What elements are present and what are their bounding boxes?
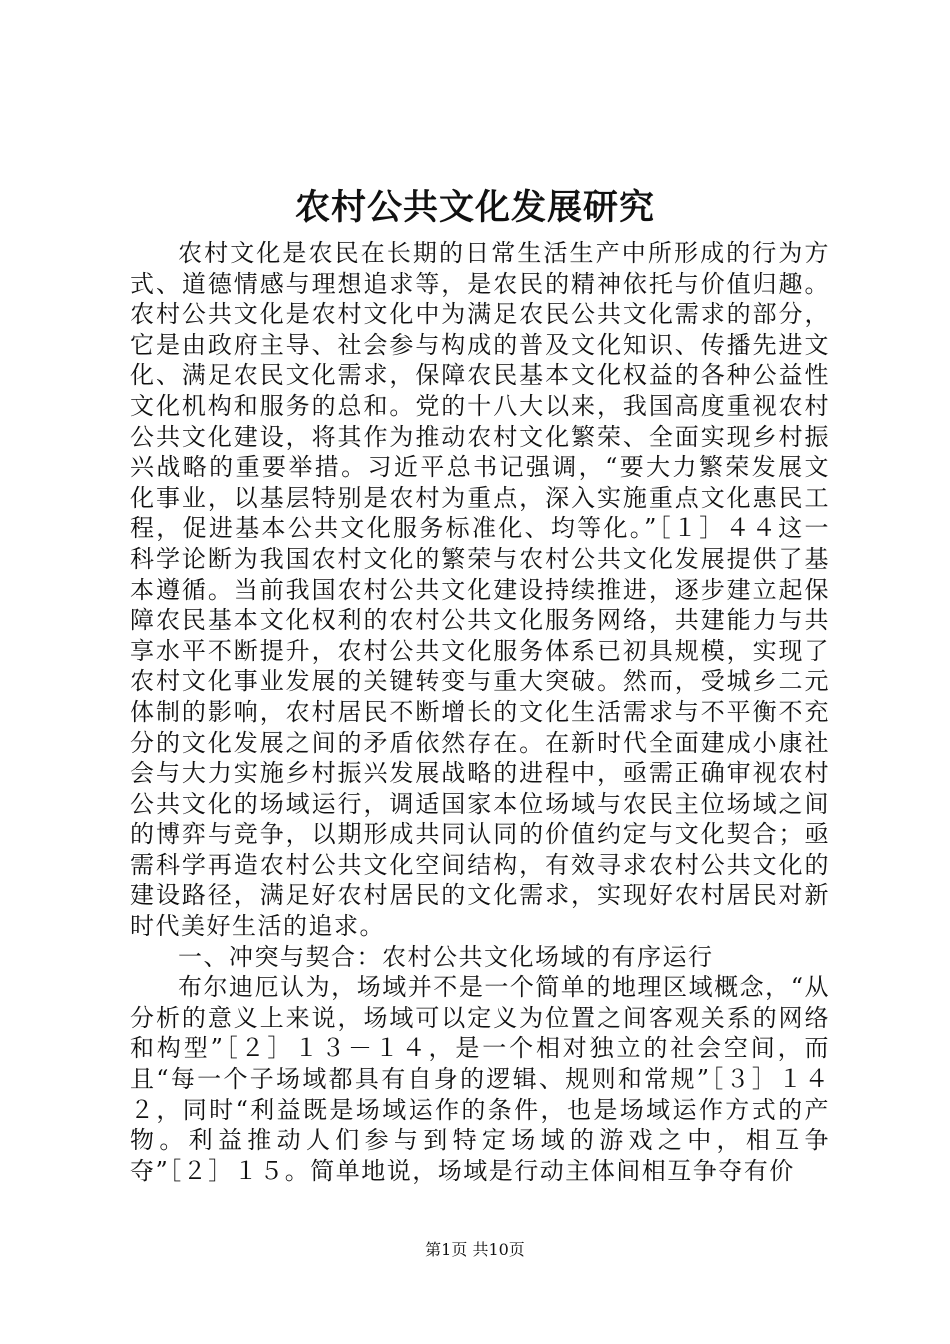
document-body: [130, 238, 830, 1186]
section-heading: 一、冲突与契合：农村公共文化场域的有序运行: [178, 942, 714, 971]
paragraph-intro: 农村文化是农民在长期的日常生活生产中所形成的行为方式、道德情感与理想追求等，是农民的精神依托与价值归趣。农村公共文化是农村文化中为满足农民公共文化需求的部分，它是由政府主导、社会参与构成的普及文化知识、传播先进文化、满足农民文化需求，保障农民基本文化权益的各种公益性文化机构和服务的总和。党的十八大以来，我国高度重视农村公共文化建设，将其作为推动农村文化繁荣、全面实现乡村振兴战略的重要举措。习近平总书记强调，“要大力繁荣发展文化事业，以基层特别是农村为重点，深入实施重点文化惠民工程，促进基本公共文化服务标准化、均等化。”［１］４４这一科学论断为我国农村文化的繁荣与农村公共文化发展提供了基本遵循。当前我国农村公共文化建设持续推进，逐步建立起保障农民基本文化权利的农村公共文化服务网络，共建能力与共享水平不断提升，农村公共文化服务体系已初具规模，实现了农村文化事业发展的关键转变与重大突破。然而，受城乡二元体制的影响，农村居民不断增长的文化生活需求与不平衡不充分的文化发展之间的矛盾依然存在。在新时代全面建成小康社会与大力实施乡村振兴发展战略的进程中，亟需正确审视农村公共文化的场域运行，调适国家本位场域与农民主位场域之间的博弈与竞争，以期形成共同认同的价值约定与文化契合；亟需科学再造农村公共文化空间结构，有效寻求农村公共文化的建设路径，满足好农村居民的文化需求，实现好农村居民对新时代美好生活的追求。: [130, 239, 830, 941]
document-title: 农村公共文化发展研究: [294, 187, 655, 228]
page-footer: 第1页 共10页: [425, 1240, 525, 1259]
paragraph-field-theory: 布尔迪厄认为，场域并不是一个简单的地理区域概念，“从分析的意义上来说，场域可以定义为位置之间客观关系的网络和构型”［２］１３－１４，是一个相对独立的社会空间，而且“每一个子场域都具有自身的逻辑、规则和常规”［３］１４２，同时“利益既是场域运作的条件，也是场域运作方式的产物。利益推动人们参与到特定场域的游戏之中，相互争夺”［２］１５。简单地说，场域是行动主体间相互争夺有价: [130, 973, 830, 1185]
